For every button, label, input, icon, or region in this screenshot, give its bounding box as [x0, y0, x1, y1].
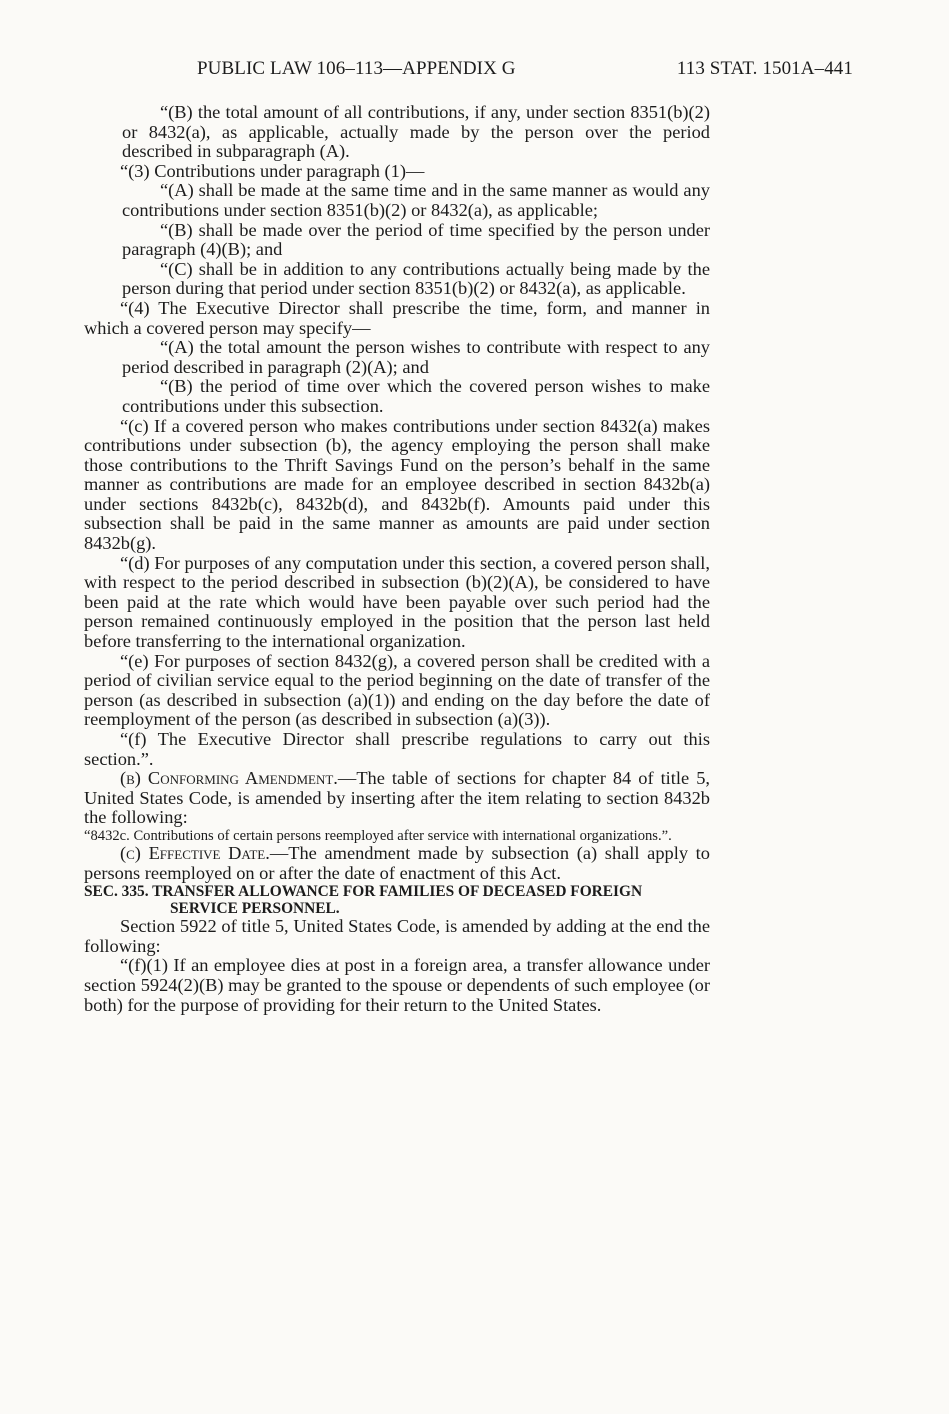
table-of-sections-entry: “8432c. Contributions of certain persons reemployed after service with international organizations.”.	[84, 827, 672, 844]
header-stat-citation: 113 STAT. 1501A–441	[676, 58, 853, 79]
section-heading: SEC. 335. TRANSFER ALLOWANCE FOR FAMILIES OF DECEASED FOREIGN SERVICE PERSONNEL.	[84, 883, 643, 918]
header-law-title: PUBLIC LAW 106–113—APPENDIX G	[197, 58, 516, 79]
running-header	[197, 58, 853, 80]
subsection-c: “(c) If a covered person who makes contributions under section 8432(a) makes contributions under subsection (b), the agency employing the person shall make those contributions to the Thrift Savings Fund on the person’s behalf in the same manner as contributions are made for an employee described in section 8432b(a) under sections 8432b(c), 8432b(d), and 8432b(f). Amounts paid under this subsection shall be paid in the same manner as amounts are paid under section 8432b(g).	[84, 415, 710, 554]
paragraph-4: “(4) The Executive Director shall prescribe the time, form, and manner in which a covered person may specify—	[84, 297, 710, 338]
effective-date-text: —The amendment made by subsection (a) shall apply to persons reemployed on or after the date of enactment of this Act.	[84, 842, 710, 883]
section-text: “(f)(1) If an employee dies at post in a foreign area, a transfer allowance under section 5924(2)(B) may be granted to the spouse or dependents of such employee (or both) for the purpose of providing for their return to the United States.	[84, 955, 710, 1015]
subsection-e: “(e) For purposes of section 8432(g), a covered person shall be credited with a period of civilian service equal to the period beginning on the date of transfer of the person (as described in subsection (a)(1)) and ending on the day before the date of reemployment of the person (as described in subsection (a)(3)).	[84, 650, 710, 730]
clause-4b: “(B) the period of time over which the covered person wishes to make contributions under this subsection.	[122, 376, 710, 416]
document-body	[84, 103, 710, 1015]
clause-3a: “(A) shall be made at the same time and in the same manner as would any contributions under section 8351(b)(2) or 8432(a), as applicable;	[122, 180, 710, 220]
conforming-amendment	[84, 769, 710, 828]
conforming-amendment-label: (b) Conforming Amendment.	[120, 768, 338, 789]
subsection-f: “(f) The Executive Director shall prescribe regulations to carry out this section.”.	[84, 729, 710, 769]
subsection-d: “(d) For purposes of any computation under this section, a covered person shall, with respect to the period described in subsection (b)(2)(A), be considered to have been paid at the rate which would have been payable over such period had the person remained continuously employed in the position that the person last held before transferring to the international organization.	[84, 552, 710, 652]
clause-3b: “(B) shall be made over the period of time specified by the person under paragraph (4)(B); and	[122, 219, 710, 260]
clause-3c: “(C) shall be in addition to any contributions actually being made by the person during that period under section 8351(b)(2) or 8432(a), as applicable.	[122, 258, 710, 299]
paragraph-3: “(3) Contributions under paragraph (1)—	[120, 160, 425, 181]
clause-4a: “(A) the total amount the person wishes to contribute with respect to any period described in paragraph (2)(A); and	[122, 337, 710, 377]
effective-date	[84, 844, 710, 883]
clause-b-total-contributions: “(B) the total amount of all contributions, if any, under section 8351(b)(2) or 8432(a), as applicable, actually made by the person over the period described in subparagraph (A).	[122, 102, 710, 162]
effective-date-label: (c) Effective Date.	[120, 842, 270, 863]
section-intro: Section 5922 of title 5, United States Code, is amended by adding at the end the following:	[84, 916, 710, 956]
conforming-amendment-text: —The table of sections for chapter 84 of title 5, United States Code, is amended by inserting after the item relating to section 8432b the following:	[84, 768, 710, 828]
